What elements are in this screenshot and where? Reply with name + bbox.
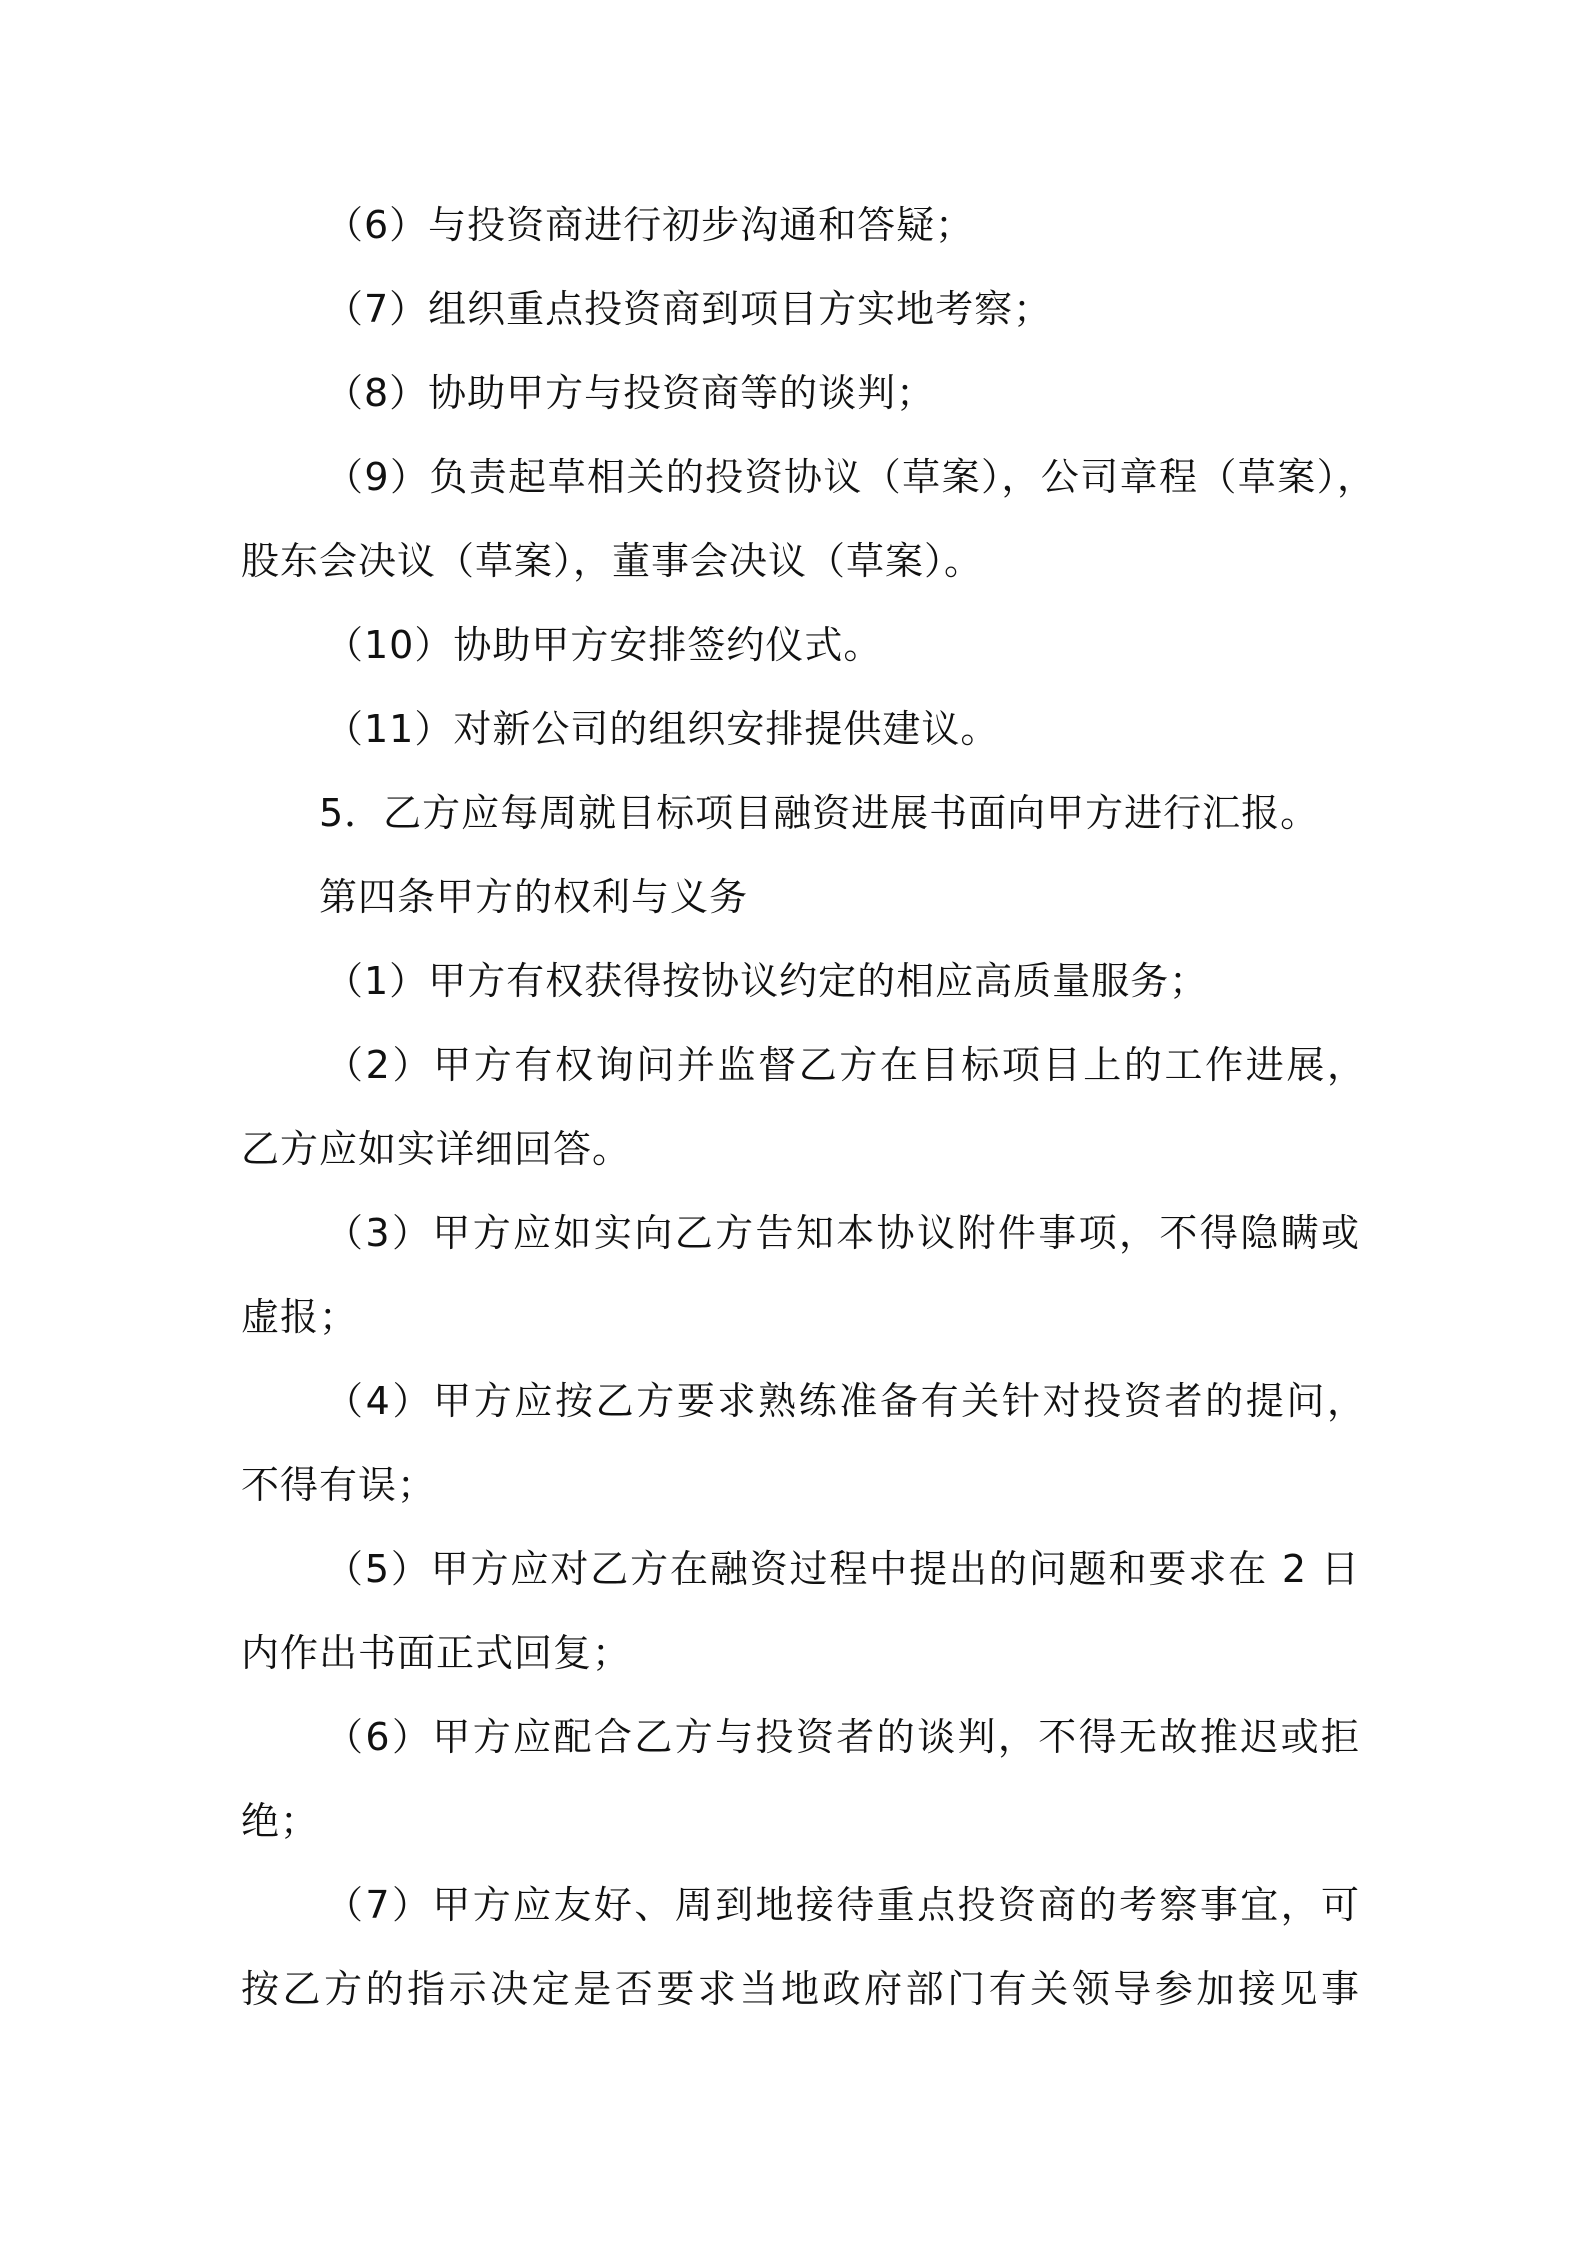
text-line: （2）甲方有权询问并监督乙方在目标项目上的工作进展， xyxy=(325,1043,1366,1087)
text-line: （7）组织重点投资商到项目方实地考察； xyxy=(325,287,1053,331)
text-line: （3）甲方应如实向乙方告知本协议附件事项，不得隐瞒或 xyxy=(325,1211,1360,1255)
text-line: （1）甲方有权获得按协议约定的相应高质量服务； xyxy=(325,959,1209,1003)
text-line: （11）对新公司的组织安排提供建议。 xyxy=(325,707,1000,751)
text-line: （7）甲方应友好、周到地接待重点投资商的考察事宜，可 xyxy=(325,1883,1360,1927)
section-heading: 第四条甲方的权利与义务 xyxy=(319,875,749,919)
text-line: （8）协助甲方与投资商等的谈判； xyxy=(325,371,936,415)
text-line: 按乙方的指示决定是否要求当地政府部门有关领导参加接见事 xyxy=(241,1967,1360,2011)
text-line: 股东会决议（草案），董事会决议（草案）。 xyxy=(241,539,984,583)
text-line: （10）协助甲方安排签约仪式。 xyxy=(325,623,883,667)
text-line: （4）甲方应按乙方要求熟练准备有关针对投资者的提问， xyxy=(325,1379,1366,1423)
text-line: 乙方应如实详细回答。 xyxy=(241,1127,632,1171)
text-line: （9）负责起草相关的投资协议（草案），公司章程（草案）， xyxy=(325,455,1376,499)
text-line: 绝； xyxy=(241,1799,320,1843)
text-line: 内作出书面正式回复； xyxy=(241,1631,632,1675)
text-line: （5）甲方应对乙方在融资过程中提出的问题和要求在 2 日 xyxy=(325,1547,1360,1591)
text-line: （6）甲方应配合乙方与投资者的谈判，不得无故推迟或拒 xyxy=(325,1715,1360,1759)
text-line: 5．乙方应每周就目标项目融资进展书面向甲方进行汇报。 xyxy=(319,791,1320,835)
text-line: （6）与投资商进行初步沟通和答疑； xyxy=(325,203,975,247)
text-line: 虚报； xyxy=(241,1295,359,1339)
text-line: 不得有误； xyxy=(241,1463,437,1507)
